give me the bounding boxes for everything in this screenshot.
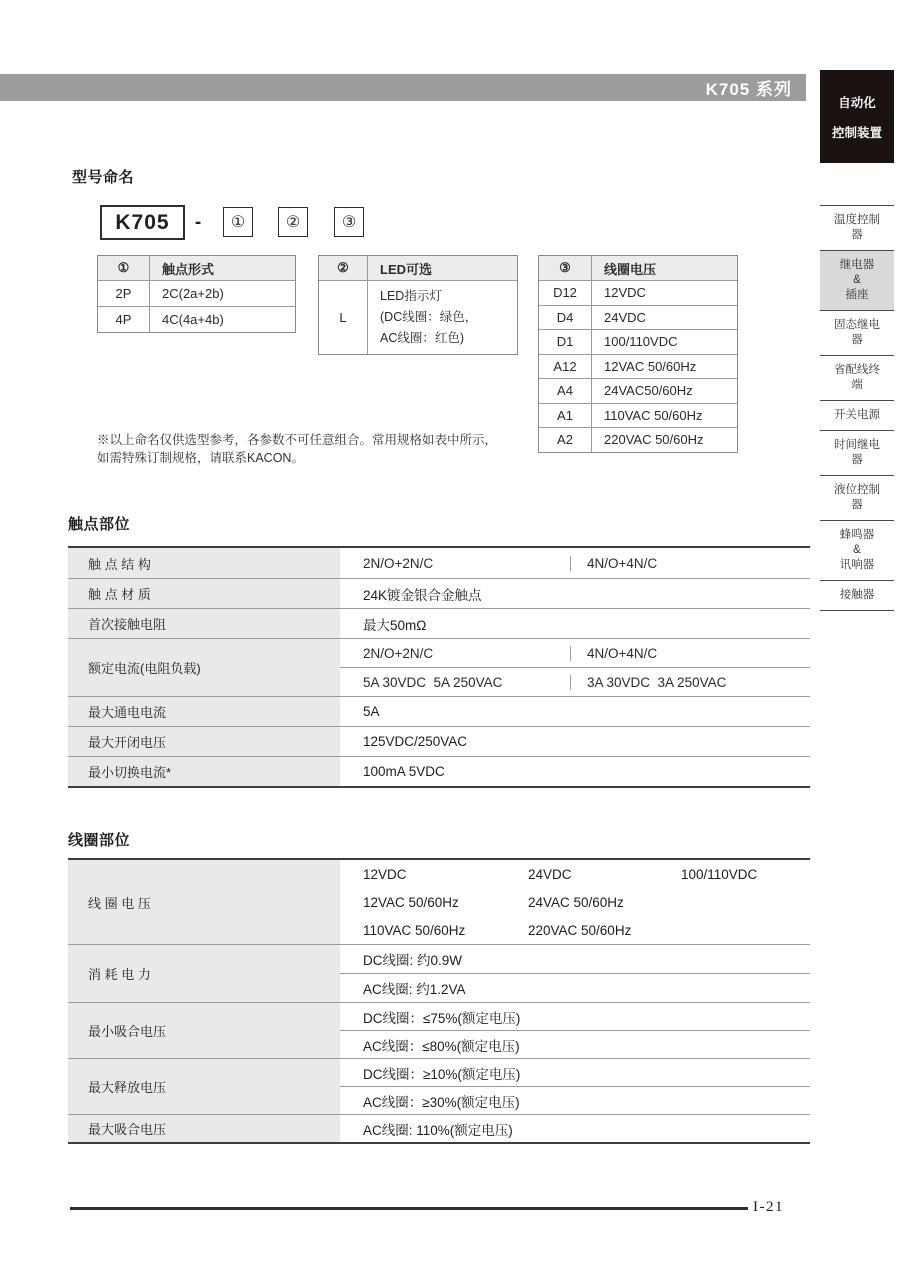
sidebar-item-label: 插座 <box>845 289 869 301</box>
row-label: 触 点 结 构 <box>68 548 340 578</box>
table-header-row <box>539 256 737 280</box>
row-values <box>340 697 810 726</box>
row-values <box>340 1059 810 1114</box>
table-row <box>68 578 810 608</box>
sub-row <box>340 667 810 696</box>
led-line: (DC线圈：绿色， <box>380 310 478 324</box>
naming-section-heading: 型号命名 <box>72 169 135 186</box>
row-label: 最大通电电流 <box>68 697 340 726</box>
value-cell: 12VDC <box>591 281 737 305</box>
category-line-2: 控制装置 <box>831 125 882 140</box>
value-cell: 24VDC <box>591 306 737 330</box>
row-label: 消 耗 电 力 <box>68 945 340 1002</box>
sub-row <box>340 1003 810 1030</box>
sidebar-item-label: 器 <box>851 499 863 511</box>
value-cell: 5A <box>363 704 380 719</box>
row-label: 触 点 材 质 <box>68 579 340 608</box>
code-cell: D4 <box>556 309 574 325</box>
sidebar-item-label: 开关电源 <box>834 409 880 421</box>
code-cell: 2P <box>115 286 132 301</box>
table-row <box>68 1002 810 1058</box>
voltage-line <box>363 860 810 888</box>
voltage-line <box>363 916 810 944</box>
value-cell: 4C(4a+4b) <box>149 307 295 332</box>
sidebar-item-label: 蜂鸣器 <box>839 529 875 541</box>
footnote-line: 如需特殊订制规格，请联系KACON。 <box>97 451 304 465</box>
sub-row <box>340 1086 810 1114</box>
row-label: 最大开闭电压 <box>68 727 340 756</box>
table-row <box>539 378 737 403</box>
value-cell: 12VAC 50/60Hz <box>363 894 459 910</box>
value-cell: 2N/O+2N/C <box>363 555 434 571</box>
row-label: 最大吸合电压 <box>68 1115 340 1142</box>
code-cell: A4 <box>557 383 573 399</box>
value-cell: AC线圈: 约1.2VA <box>363 982 466 997</box>
row-label: 最小切换电流* <box>68 757 340 786</box>
category-line-1: 自动化 <box>838 95 876 110</box>
value-cell <box>367 281 517 354</box>
sidebar-item-label: 器 <box>851 229 863 241</box>
sidebar-item-label: 时间继电 <box>834 439 880 451</box>
sub-row <box>340 1059 810 1086</box>
value-cell: DC线圈：≥10%(额定电压) <box>363 1066 521 1082</box>
table-row <box>539 427 737 452</box>
row-values <box>340 1003 810 1058</box>
sidebar-item-contactor <box>820 580 894 610</box>
sidebar-item-label: & <box>853 274 861 286</box>
sidebar-item-solid-state-relay <box>820 310 894 355</box>
voltage-line <box>363 888 810 916</box>
table-row <box>68 756 810 786</box>
value-cell: 24K镀金银合金触点 <box>363 587 482 603</box>
sub-row <box>340 1030 810 1058</box>
table-row <box>539 354 737 379</box>
sidebar-item-label: 端 <box>851 379 863 391</box>
value-cell: 24VDC <box>528 866 572 882</box>
sidebar-item-temperature-controller <box>820 205 894 250</box>
sidebar-item-label: 器 <box>851 454 863 466</box>
page-number: I-21 <box>753 1199 784 1215</box>
table-row <box>68 860 810 944</box>
sidebar-item-label: 液位控制 <box>834 484 880 496</box>
table-row <box>539 280 737 305</box>
footer-rule <box>70 1207 748 1210</box>
placeholder-1-box: ① <box>223 207 253 237</box>
code-cell: A1 <box>557 407 573 423</box>
contact-spec-table <box>68 546 810 788</box>
sub-row <box>340 973 810 1002</box>
sidebar-nav <box>820 205 894 611</box>
row-values <box>340 639 810 696</box>
table-row <box>98 280 295 306</box>
table-row <box>539 403 737 428</box>
series-title: K705 系列 <box>705 80 792 99</box>
table-row <box>68 1058 810 1114</box>
placeholder-2-box: ② <box>278 207 308 237</box>
led-option-table <box>318 255 518 355</box>
table-header-row <box>319 256 517 280</box>
value-cell: 最大50mΩ <box>363 617 427 633</box>
value-cell: 125VDC/250VAC <box>363 734 468 749</box>
value-cell: 12VDC <box>363 866 407 882</box>
code-cell: A12 <box>553 358 577 374</box>
row-values <box>340 945 810 1002</box>
value-cell: 24VAC50/60Hz <box>591 379 737 403</box>
value-cell: 100/110VDC <box>681 866 758 882</box>
value-cell: AC线圈：≥30%(额定电压) <box>363 1094 520 1110</box>
table-row <box>539 329 737 354</box>
sidebar-item-level-controller <box>820 475 894 520</box>
value-cell: 100/110VDC <box>591 330 737 354</box>
sidebar-item-label: 继电器 <box>839 259 875 271</box>
sidebar-item-buzzer-sounder <box>820 520 894 580</box>
led-line: LED指示灯 <box>380 289 442 303</box>
sidebar-item-label: 接触器 <box>839 589 875 601</box>
code-cell: 4P <box>115 312 132 327</box>
value-cell: DC线圈: 约0.9W <box>363 953 463 968</box>
contact-form-table <box>97 255 296 333</box>
model-code-box: K705 <box>100 205 185 240</box>
sidebar-item-label: & <box>853 544 861 556</box>
row-values <box>340 860 810 944</box>
coil-section-heading: 线圈部位 <box>68 832 131 849</box>
value-cell: 220VAC 50/60Hz <box>528 922 632 938</box>
sidebar-item-label: 讯响器 <box>839 559 875 571</box>
model-dash: - <box>194 211 202 233</box>
value-cell: 2N/O+2N/C <box>363 645 434 661</box>
sidebar-item-label: 温度控制 <box>834 214 880 226</box>
header-cell: 线圈电压 <box>591 256 737 280</box>
value-cell: 4N/O+4N/C <box>570 556 810 571</box>
sidebar-item-label: 器 <box>851 334 863 346</box>
value-cell: 100mA 5VDC <box>363 764 445 779</box>
row-label: 首次接触电阻 <box>68 609 340 638</box>
value-cell: AC线圈：≤80%(额定电压) <box>363 1038 520 1054</box>
sidebar-item-label: 固态继电 <box>834 319 880 331</box>
category-box <box>820 70 894 163</box>
header-cell: LED可选 <box>367 256 517 280</box>
value-cell: 220VAC 50/60Hz <box>591 428 737 452</box>
table-row <box>68 608 810 638</box>
value-cell: 12VAC 50/60Hz <box>591 355 737 379</box>
row-label: 线 圈 电 压 <box>68 860 340 944</box>
sub-row <box>340 639 810 667</box>
coil-voltage-table <box>538 255 738 453</box>
sidebar-item-timer-relay <box>820 430 894 475</box>
header-cell: ③ <box>559 260 571 275</box>
header-cell: ① <box>117 260 130 275</box>
table-row <box>68 944 810 1002</box>
code-cell: D12 <box>553 285 577 301</box>
row-values <box>340 757 810 786</box>
row-label: 最小吸合电压 <box>68 1003 340 1058</box>
value-cell: 2C(2a+2b) <box>149 281 295 306</box>
table-row <box>68 726 810 756</box>
value-cell: 110VAC 50/60Hz <box>363 922 466 938</box>
code-cell: D1 <box>556 334 574 350</box>
value-cell: DC线圈：≤75%(额定电压) <box>363 1010 521 1026</box>
header-cell: 触点形式 <box>149 256 295 280</box>
row-label: 最大释放电压 <box>68 1059 340 1114</box>
table-row <box>98 306 295 332</box>
value-cell: 3A 30VDC 3A 250VAC <box>570 675 810 690</box>
code-cell: L <box>339 310 347 325</box>
row-values <box>340 579 810 608</box>
table-header-row <box>98 256 295 280</box>
footnote-line: ※以上命名仅供选型参考，各参数不可任意组合。常用规格如表中所示， <box>97 433 498 447</box>
sidebar-item-relay-socket <box>820 250 894 310</box>
value-cell: 5A 30VDC 5A 250VAC <box>363 674 503 690</box>
table-row <box>68 696 810 726</box>
contact-section-heading: 触点部位 <box>68 516 131 533</box>
value-cell: 24VAC 50/60Hz <box>528 894 624 910</box>
naming-footnote <box>97 431 537 467</box>
sub-row <box>340 945 810 973</box>
row-values <box>340 609 810 638</box>
series-title-bar <box>0 74 806 101</box>
value-cell: 110VAC 50/60Hz <box>591 404 737 428</box>
table-row <box>539 305 737 330</box>
row-label: 额定电流(电阻负载) <box>68 639 340 696</box>
sidebar-item-label: 省配线终 <box>834 364 880 376</box>
code-cell: A2 <box>557 432 573 448</box>
table-row <box>68 1114 810 1142</box>
coil-spec-table <box>68 858 810 1144</box>
value-cell: 4N/O+4N/C <box>570 646 810 661</box>
row-values <box>340 727 810 756</box>
table-row <box>68 548 810 578</box>
row-values <box>340 548 810 578</box>
row-values <box>340 1115 810 1142</box>
table-row <box>319 280 517 354</box>
table-row <box>68 638 810 696</box>
placeholder-3-box: ③ <box>334 207 364 237</box>
sidebar-item-wiring-terminal <box>820 355 894 400</box>
header-cell: ② <box>337 260 349 275</box>
sidebar-item-switching-power <box>820 400 894 430</box>
led-line: AC线圈：红色) <box>380 331 465 345</box>
value-cell: AC线圈: 110%(额定电压) <box>363 1122 513 1138</box>
